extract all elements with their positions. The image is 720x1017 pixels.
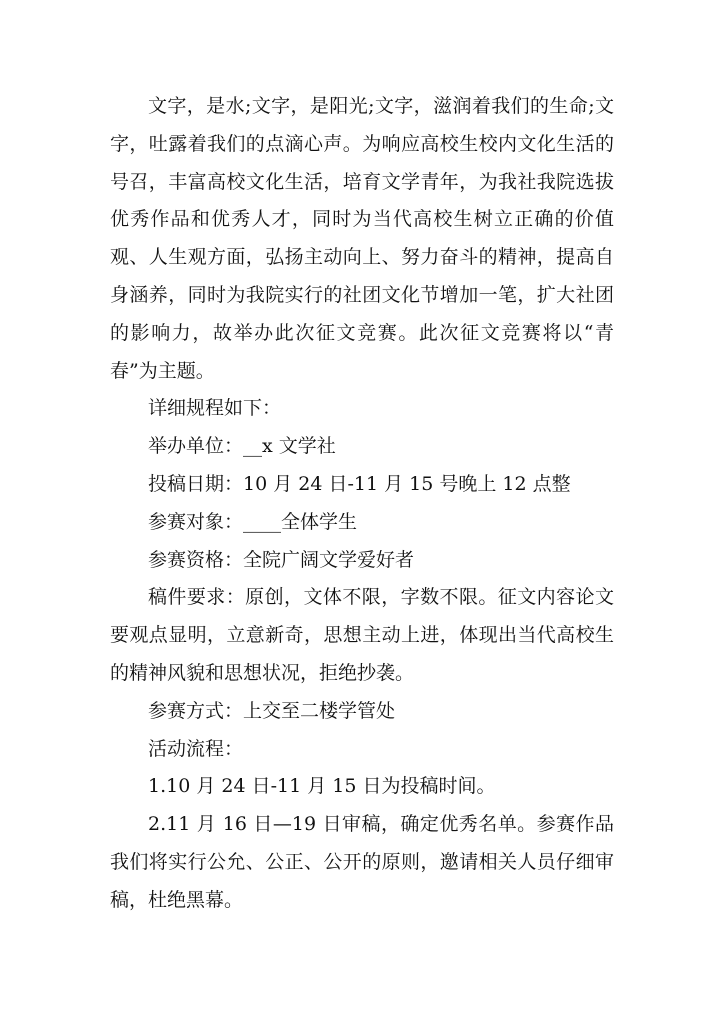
document-page: [110, 88, 614, 920]
intro-paragraph: 文字，是水;文字，是阳光;文字，滋润着我们的生命;文字，吐露着我们的点滴心声。为响应高校生校内文化生活的号召，丰富高校文化生活，培育文学青年，为我社我院选拔优秀作品和优秀人才，同时为当代高校生树立正确的价值观、人生观方面，弘扬主动向上、努力奋斗的精神，提高自身涵养，同时为我院实行的社团文化节增加一笔，扩大社团的影响力，故举办此次征文竞赛。此次征文竞赛将以“青春”为主题。: [110, 95, 614, 382]
requirements-paragraph: 稿件要求：原创，文体不限，字数不限。征文内容论文要观点显明，立意新奇，思想主动上进，体现出当代高校生的精神风貌和思想状况，拒绝抄袭。: [110, 586, 614, 684]
submission-method-line: 参赛方式：上交至二楼学管处: [148, 699, 396, 722]
eligibility-line: 参赛资格：全院广阔文学爱好者: [148, 548, 415, 571]
participants-line: 参赛对象：____全体学生: [148, 510, 358, 533]
process-step-2: 2.11 月 16 日—19 日审稿，确定优秀名单。参赛作品我们将实行公允、公正、公开的原则，邀请相关人员仔细审稿，杜绝黑幕。: [110, 813, 614, 911]
process-heading: 活动流程：: [148, 737, 244, 760]
organizer-line: 举办单位：__x 文学社: [148, 435, 336, 458]
submission-date-line: 投稿日期：10 月 24 日-11 月 15 号晚上 12 点整: [148, 472, 571, 495]
process-step-1: 1.10 月 24 日-11 月 15 日为投稿时间。: [148, 775, 496, 798]
rules-heading: 详细规程如下：: [148, 397, 282, 420]
